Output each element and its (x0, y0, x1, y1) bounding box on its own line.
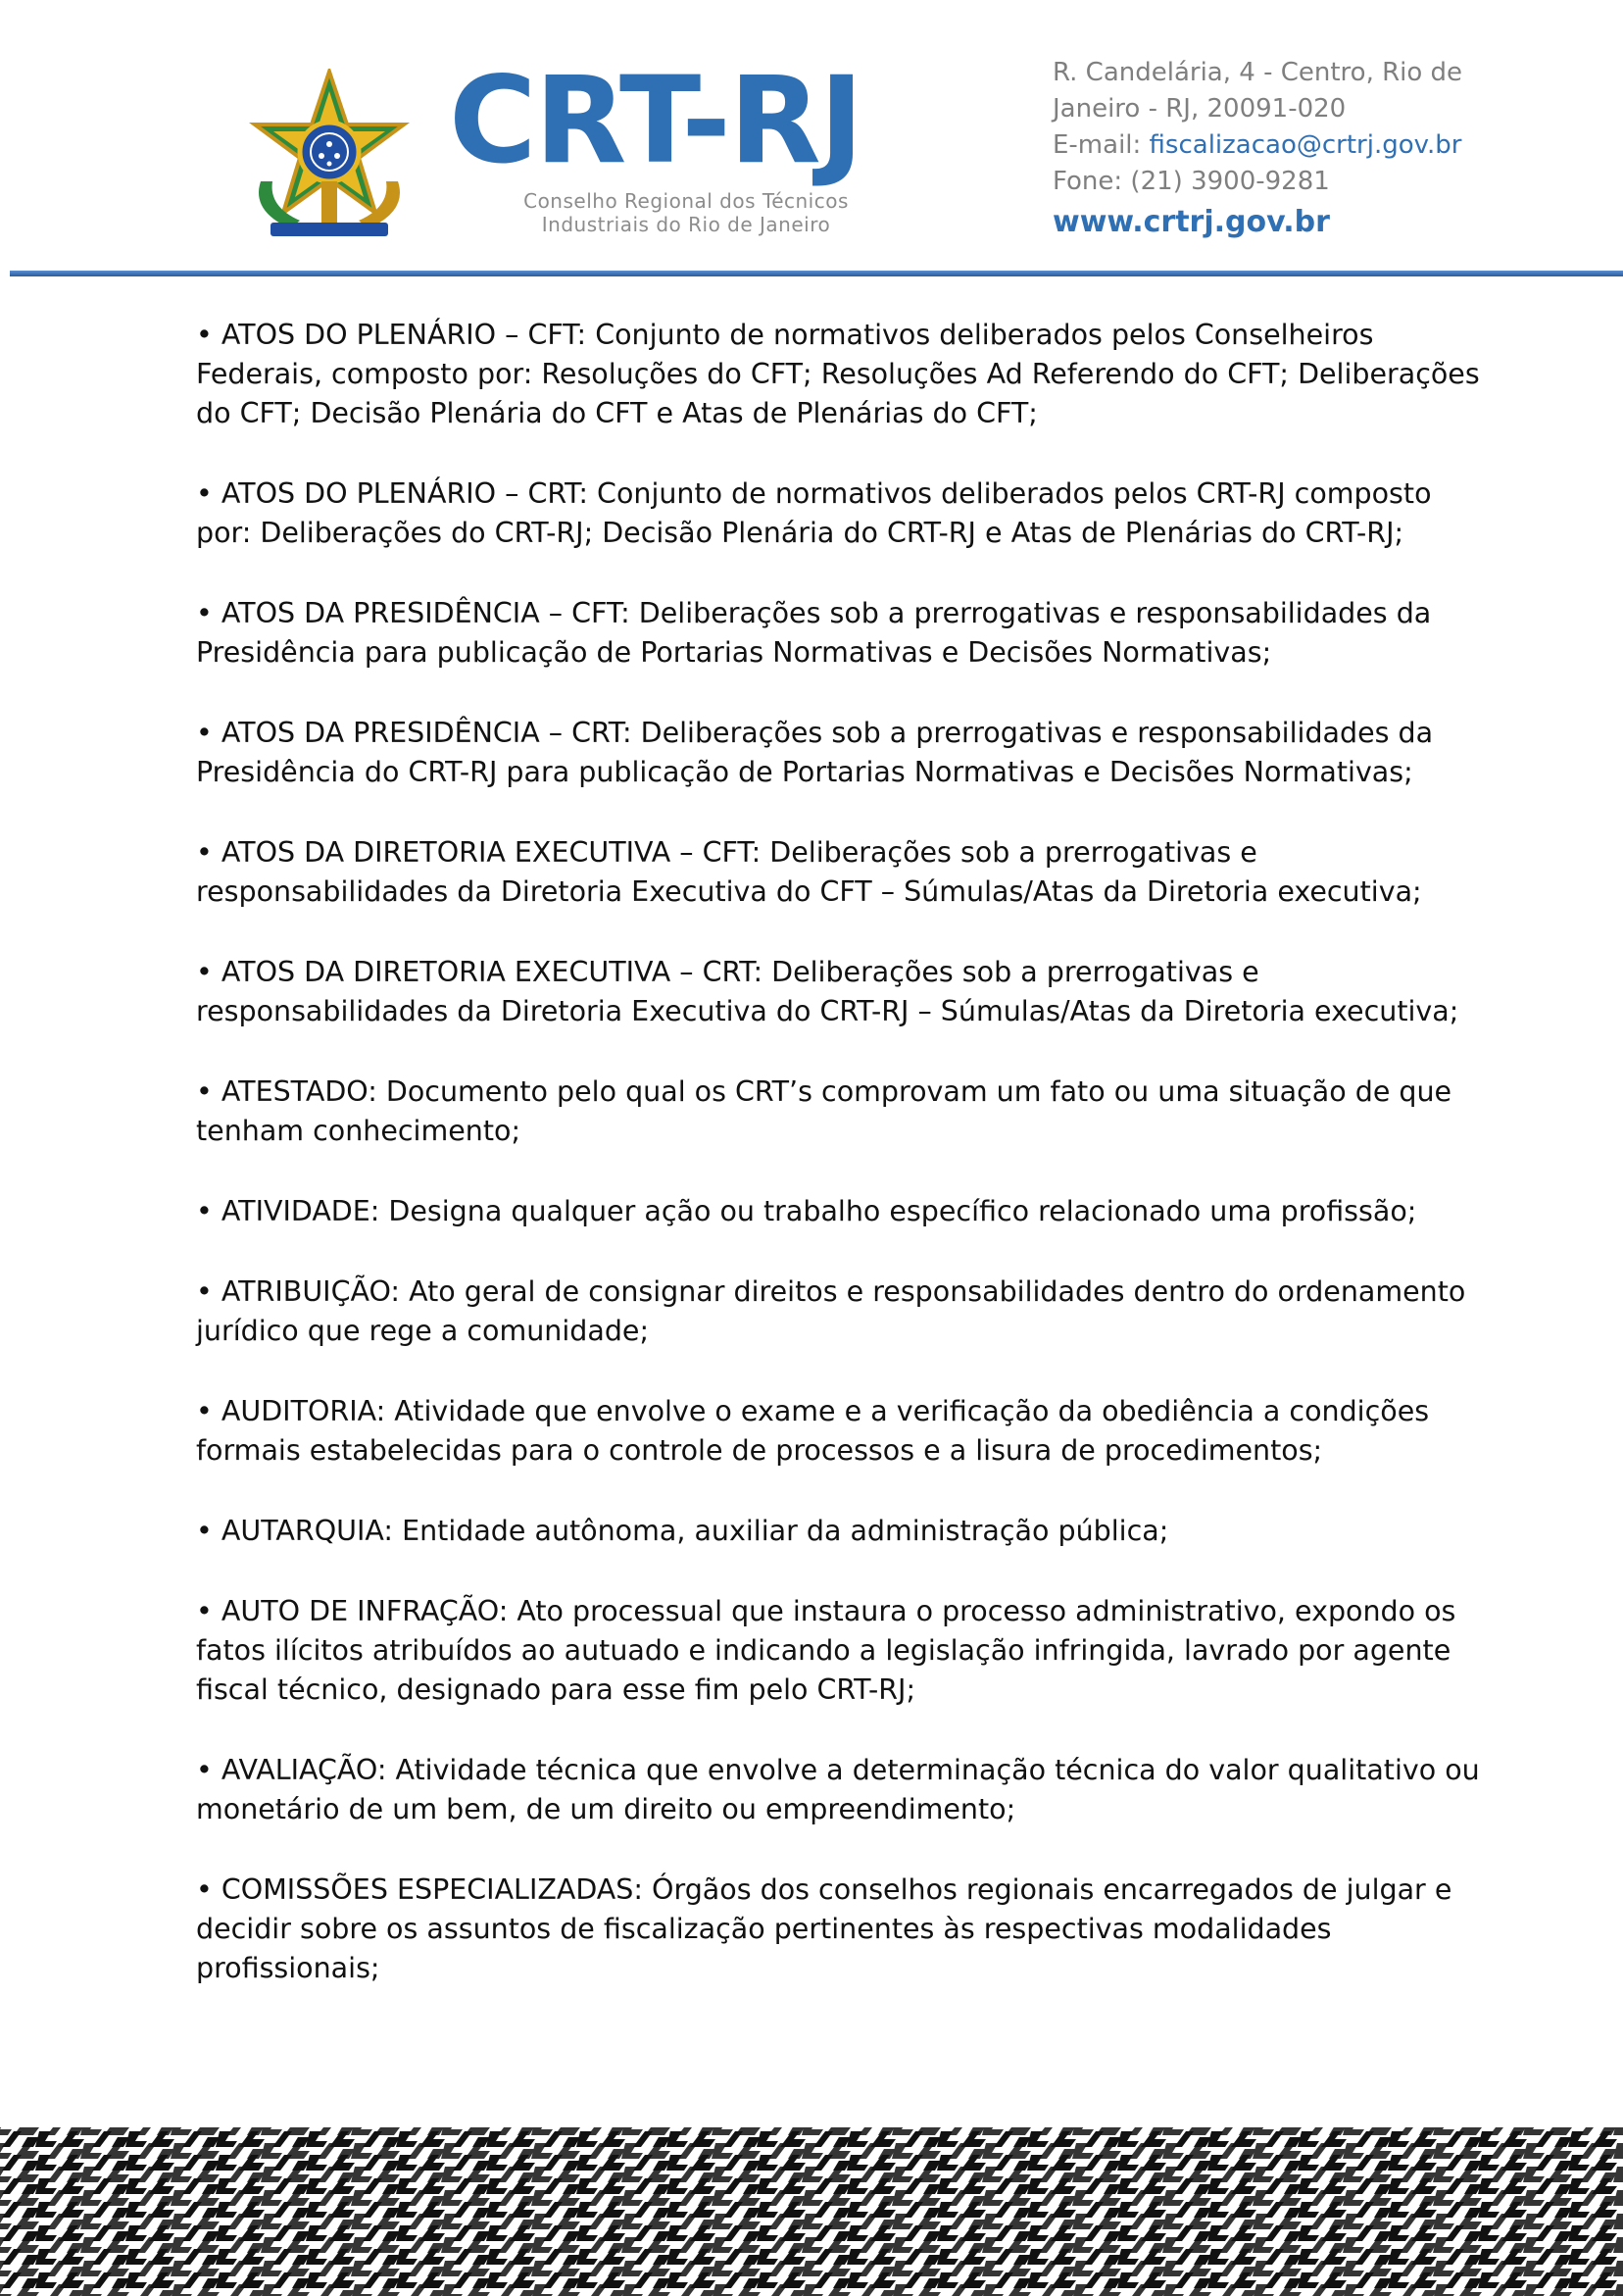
email-label: E-mail: (1053, 130, 1150, 160)
glossary-item: • AUTO DE INFRAÇÃO: Ato processual que instaura o processo administrativo, expondo os fatos ilícitos atribuídos ao autuado e indicando a legislação infringida, lavrado por agente fiscal técnico, designado para esse fim pelo CRT-RJ; (196, 1595, 1456, 1706)
email-line (1053, 127, 1462, 164)
glossary-item: • ATOS DO PLENÁRIO – CRT: Conjunto de normativos deliberados pelos CRT-RJ composto por: Deliberações do CRT-RJ; Decisão Plenária do CRT-RJ e Atas de Plenárias do CRT-RJ; (196, 477, 1432, 549)
glossary-item: • AUDITORIA: Atividade que envolve o exame e a verificação da obediência a condições formais estabelecidas para o controle de processos e a lisura de procedimentos; (196, 1395, 1430, 1467)
glossary-item: • COMISSÕES ESPECIALIZADAS: Órgãos dos conselhos regionais encarregados de julgar e decidir sobre os assuntos de fiscalização pertinentes às respectivas modalidades profissionais; (196, 1873, 1452, 1984)
glossary-item: • ATESTADO: Documento pelo qual os CRT’s comprovam um fato ou uma situação de que tenham conhecimento; (196, 1075, 1452, 1147)
phone-line: Fone: (21) 3900-9281 (1053, 167, 1330, 196)
crt-rj-logo-wordmark: CRT-RJ (449, 51, 862, 190)
glossary-content (196, 316, 1490, 2029)
website-link[interactable]: www.crtrj.gov.br (1053, 205, 1330, 239)
address-line: Janeiro - RJ, 20091-020 (1053, 94, 1347, 124)
logo-subtitle-line: Conselho Regional dos Técnicos (523, 189, 849, 213)
address-line: R. Candelária, 4 - Centro, Rio de (1053, 58, 1463, 87)
logo-subtitle-line: Industriais do Rio de Janeiro (541, 213, 831, 236)
contact-block (1053, 55, 1462, 240)
glossary-item: • ATOS DA DIRETORIA EXECUTIVA – CFT: Deliberações sob a prerrogativas e responsabilidades da Diretoria Executiva do CFT – Súmulas/Atas da Diretoria executiva; (196, 836, 1422, 908)
glossary-item: • ATIVIDADE: Designa qualquer ação ou trabalho específico relacionado uma profissão; (196, 1195, 1417, 1227)
header-divider (10, 271, 1623, 276)
page-header (0, 0, 1623, 284)
footer-pattern-decoration (0, 2127, 1623, 2296)
glossary-item: • AUTARQUIA: Entidade autônoma, auxiliar da administração pública; (196, 1515, 1169, 1547)
glossary-item: • ATOS DA PRESIDÊNCIA – CFT: Deliberações sob a prerrogativas e responsabilidades da Presidência para publicação de Portarias Normativas e Decisões Normativas; (196, 597, 1432, 669)
brazil-coat-of-arms-icon (241, 69, 418, 245)
glossary-item: • ATOS DA PRESIDÊNCIA – CRT: Deliberações sob a prerrogativas e responsabilidades da Presidência do CRT-RJ para publicação de Portarias Normativas e Decisões Normativas; (196, 717, 1434, 788)
glossary-item: • ATOS DO PLENÁRIO – CFT: Conjunto de normativos deliberados pelos Conselheiros Federais, composto por: Resoluções do CFT; Resoluções Ad Referendo do CFT; Deliberações do CFT; Decisão Plenária do CFT e Atas de Plenárias do CFT; (196, 319, 1480, 429)
logo-subtitle (490, 189, 882, 236)
glossary-item: • ATOS DA DIRETORIA EXECUTIVA – CRT: Deliberações sob a prerrogativas e responsabilidades da Diretoria Executiva do CRT-RJ – Súmulas/Atas da Diretoria executiva; (196, 956, 1459, 1027)
glossary-item: • ATRIBUIÇÃO: Ato geral de consignar direitos e responsabilidades dentro do ordenamento jurídico que rege a comunidade; (196, 1275, 1466, 1347)
glossary-item: • AVALIAÇÃO: Atividade técnica que envolve a determinação técnica do valor qualitativo ou monetário de um bem, de um direito ou empreendimento; (196, 1754, 1480, 1825)
email-link[interactable]: fiscalizacao@crtrj.gov.br (1149, 130, 1462, 160)
